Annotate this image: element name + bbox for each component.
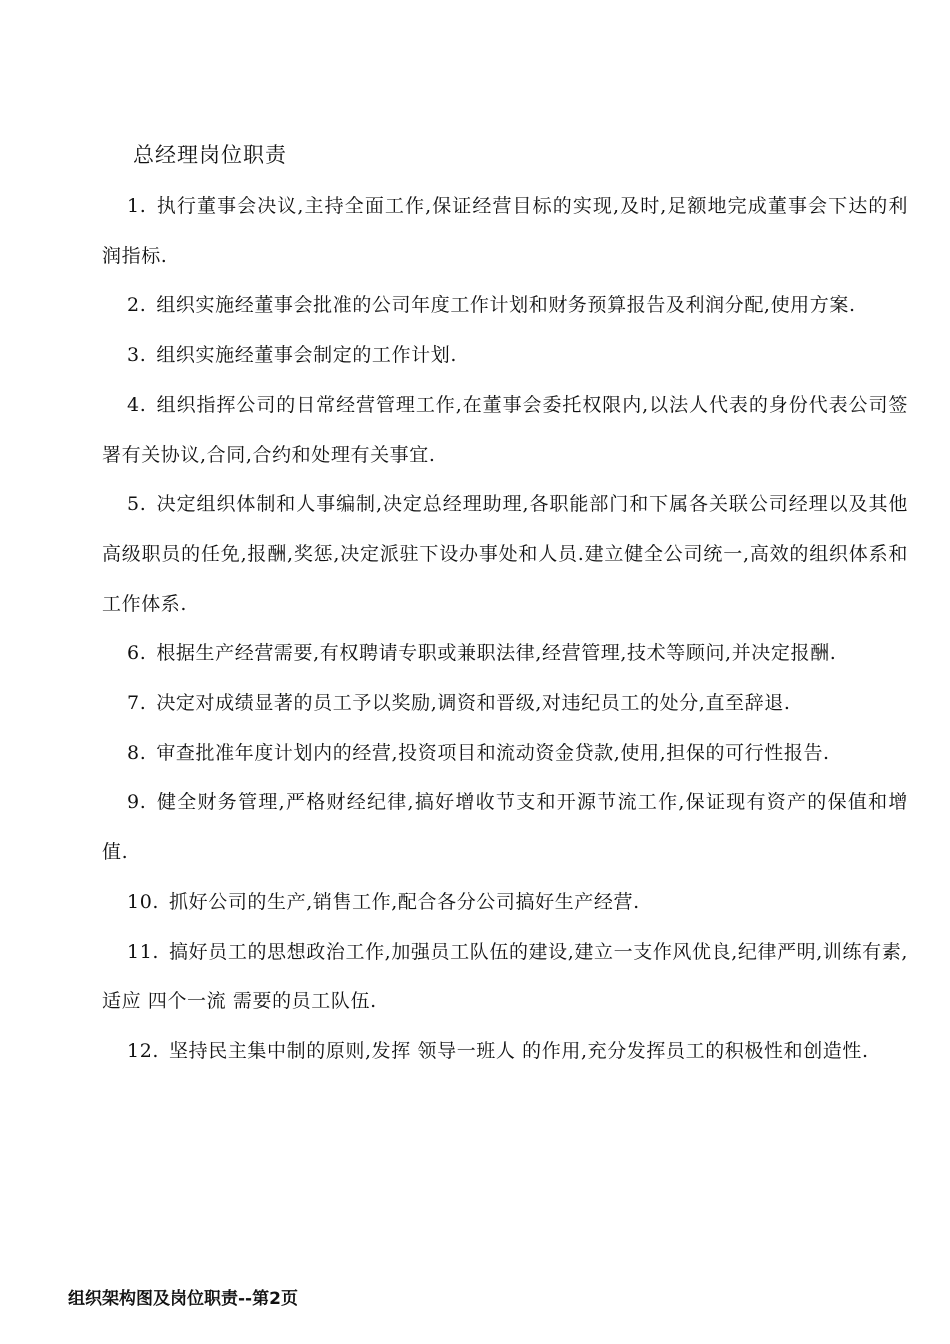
duty-text: 组织实施经董事会批准的公司年度工作计划和财务预算报告及利润分配,使用方案.	[156, 294, 856, 317]
duty-number: 6.	[127, 642, 147, 665]
duty-item	[102, 1027, 908, 1077]
duty-text: 决定组织体制和人事编制,决定总经理助理,各职能部门和下属各关联公司经理以及其他高级职员的任免,报酬,奖惩,决定派驻下设办事处和人员.建立健全公司统一,高效的组织体系和工作体系.	[102, 493, 908, 615]
duty-item	[102, 331, 908, 381]
duty-number: 2.	[127, 294, 147, 317]
duty-item	[102, 381, 908, 480]
duty-item	[102, 729, 908, 779]
duty-number: 8.	[127, 741, 147, 764]
duty-item	[102, 878, 908, 928]
duty-item	[102, 928, 908, 1027]
duty-number: 11.	[127, 940, 160, 963]
duty-number: 4.	[127, 393, 147, 416]
duty-text: 决定对成绩显著的员工予以奖励,调资和晋级,对违纪员工的处分,直至辞退.	[156, 692, 791, 715]
duty-item	[102, 182, 908, 281]
page-footer: 组织架构图及岗位职责--第2页	[68, 1289, 298, 1309]
duty-number: 3.	[127, 344, 147, 367]
duty-number: 10.	[127, 890, 160, 913]
duty-text: 执行董事会决议,主持全面工作,保证经营目标的实现,及时,足额地完成董事会下达的利润指标.	[102, 195, 908, 267]
duty-text: 审查批准年度计划内的经营,投资项目和流动资金贷款,使用,担保的可行性报告.	[156, 741, 830, 764]
document-title: 总经理岗位职责	[133, 143, 287, 167]
duty-text: 搞好员工的思想政治工作,加强员工队伍的建设,建立一支作风优良,纪律严明,训练有素,适应 四个一流 需要的员工队伍.	[102, 940, 908, 1013]
duty-item	[102, 679, 908, 729]
duty-number: 1.	[127, 195, 147, 217]
duty-item	[102, 629, 908, 679]
duty-number: 5.	[127, 493, 147, 516]
duty-number: 7.	[127, 692, 147, 715]
duty-item	[102, 480, 908, 629]
duty-text: 健全财务管理,严格财经纪律,搞好增收节支和开源节流工作,保证现有资产的保值和增值.	[102, 791, 908, 864]
duty-number: 12.	[127, 1039, 160, 1062]
duty-list	[102, 182, 908, 1077]
duty-text: 坚持民主集中制的原则,发挥 领导一班人 的作用,充分发挥员工的积极性和创造性.	[169, 1039, 869, 1062]
duty-number: 9.	[127, 791, 147, 814]
duty-text: 根据生产经营需要,有权聘请专职或兼职法律,经营管理,技术等顾问,并决定报酬.	[156, 642, 837, 665]
duty-item	[102, 281, 908, 331]
duty-text: 组织实施经董事会制定的工作计划.	[156, 344, 457, 367]
duty-text: 抓好公司的生产,销售工作,配合各分公司搞好生产经营.	[169, 890, 640, 913]
duty-item	[102, 778, 908, 877]
duty-text: 组织指挥公司的日常经营管理工作,在董事会委托权限内,以法人代表的身份代表公司签署有关协议,合同,合约和处理有关事宜.	[102, 393, 908, 466]
